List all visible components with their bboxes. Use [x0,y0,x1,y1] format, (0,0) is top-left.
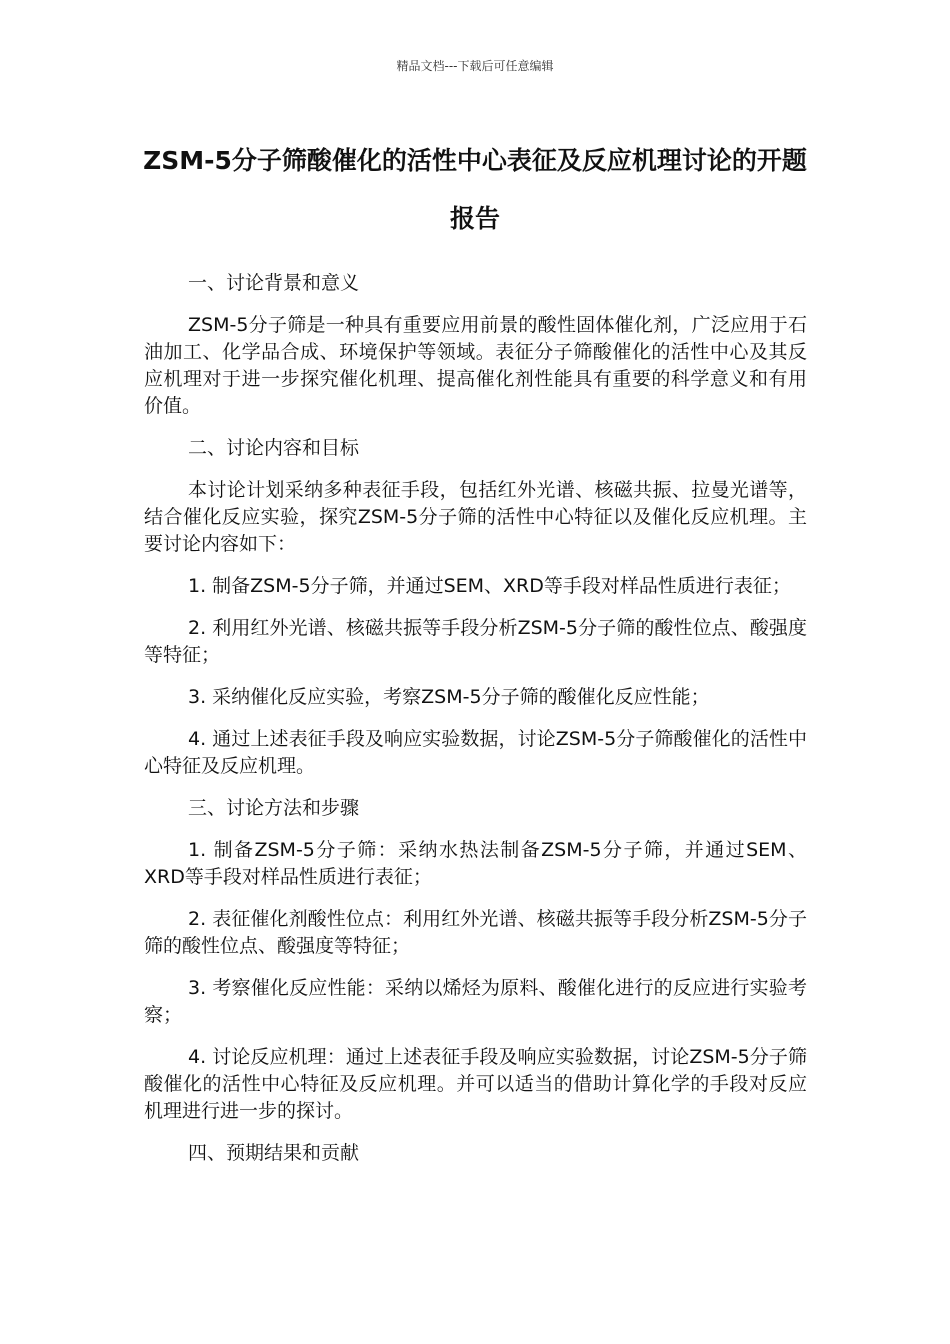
document-body [144,270,807,1182]
list-item: 2. 利用红外光谱、核磁共振等手段分析ZSM-5分子筛的酸性位点、酸强度等特征； [144,617,807,666]
list-item: 1. 制备ZSM-5分子筛：采纳水热法制备ZSM-5分子筛，并通过SEM、XRD等手段对样品性质进行表征； [144,839,807,888]
section-heading: 四、预期结果和贡献 [188,1142,360,1164]
list-item: 4. 通过上述表征手段及响应实验数据，讨论ZSM-5分子筛酸催化的活性中心特征及反应机理。 [144,728,807,777]
list-item: 4. 讨论反应机理：通过上述表征手段及响应实验数据，讨论ZSM-5分子筛酸催化的活性中心特征及反应机理。并可以适当的借助计算化学的手段对反应机理进行进一步的探讨。 [144,1046,807,1122]
section-heading: 三、讨论方法和步骤 [188,797,360,819]
section-heading: 一、讨论背景和意义 [188,272,360,294]
body-paragraph: 本讨论计划采纳多种表征手段，包括红外光谱、核磁共振、拉曼光谱等，结合催化反应实验，探究ZSM-5分子筛的活性中心特征以及催化反应机理。主要讨论内容如下： [144,479,807,555]
list-item: 3. 采纳催化反应实验，考察ZSM-5分子筛的酸催化反应性能； [188,686,710,708]
header-note: 精品文档---下载后可任意编辑 [396,59,554,73]
list-item: 2. 表征催化剂酸性位点：利用红外光谱、核磁共振等手段分析ZSM-5分子筛的酸性位点、酸强度等特征； [144,908,807,957]
list-item: 1. 制备ZSM-5分子筛，并通过SEM、XRD等手段对样品性质进行表征； [188,575,791,597]
body-paragraph: ZSM-5分子筛是一种具有重要应用前景的酸性固体催化剂，广泛应用于石油加工、化学品合成、环境保护等领域。表征分子筛酸催化的活性中心及其反应机理对于进一步探究催化机理、提高催化剂性能具有重要的科学意义和有用价值。 [144,314,807,417]
section-heading: 二、讨论内容和目标 [188,437,360,459]
document-title: ZSM-5分子筛酸催化的活性中心表征及反应机理讨论的开题报告 [143,146,807,233]
list-item: 3. 考察催化反应性能：采纳以烯烃为原料、酸催化进行的反应进行实验考察； [144,977,807,1026]
